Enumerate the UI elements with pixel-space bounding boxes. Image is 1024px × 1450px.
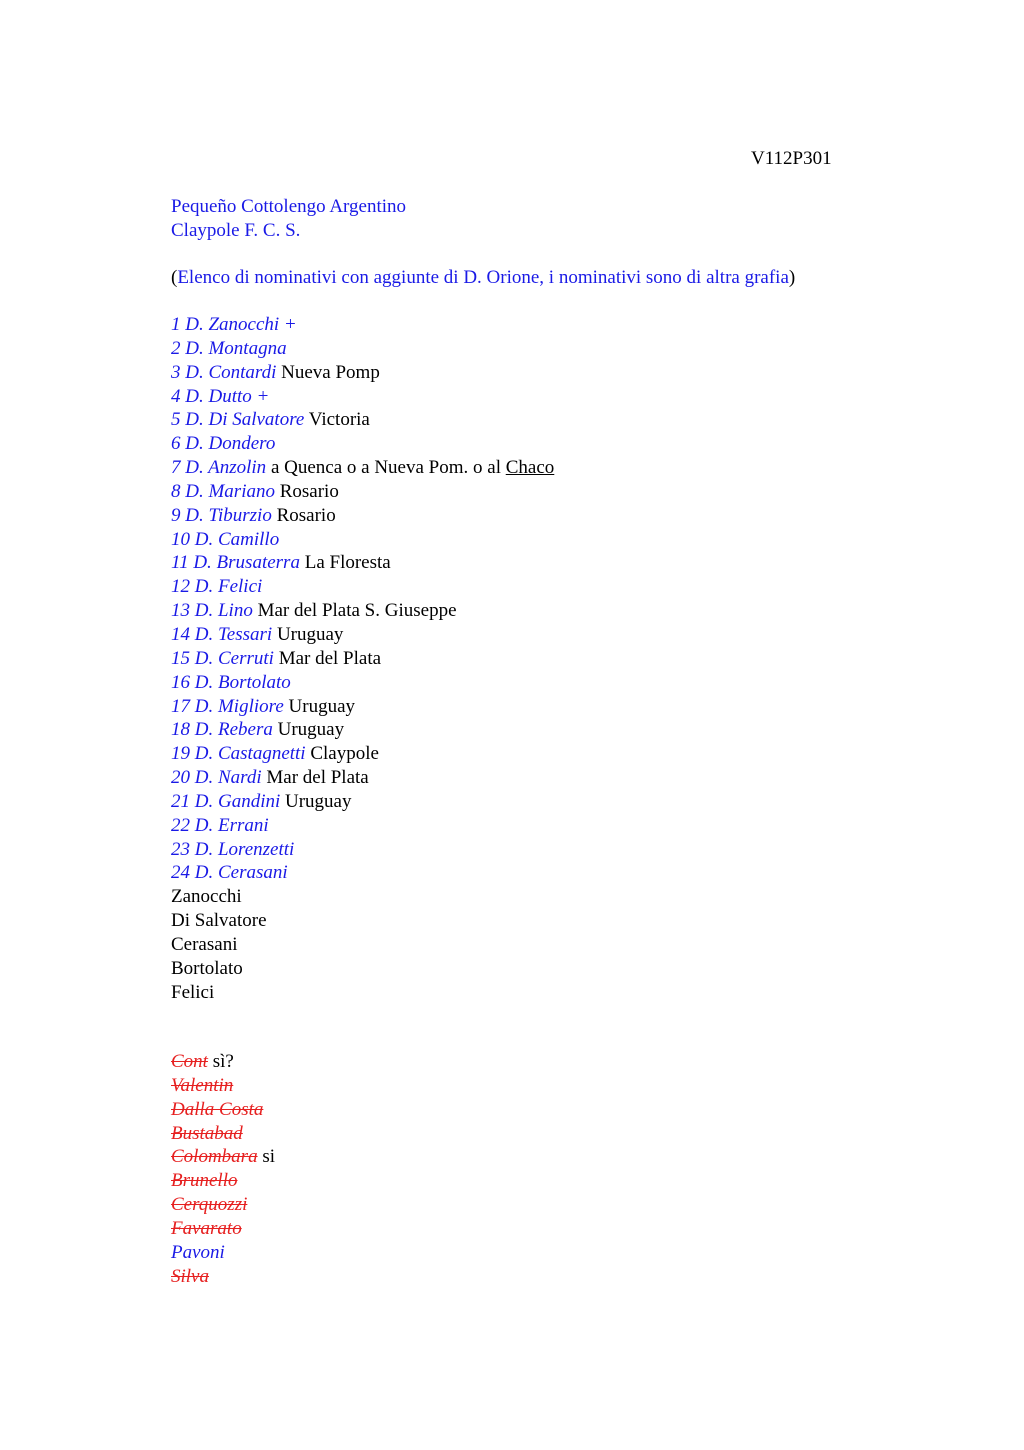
struck-name: Valentin: [171, 1074, 234, 1096]
priest-name: 2 D. Montagna: [171, 337, 287, 359]
priest-name: 17 D. Migliore: [171, 695, 284, 717]
priest-name: 4 D. Dutto +: [171, 385, 270, 407]
list-item: [171, 1241, 275, 1265]
struck-name: Bustabad: [171, 1122, 243, 1144]
list-item: [171, 814, 554, 838]
plain-name: Zanocchi: [171, 886, 242, 908]
assigned-place: Rosario: [274, 480, 339, 502]
list-item: [171, 385, 554, 409]
priest-name: 8 D. Mariano: [171, 480, 275, 502]
priest-name: 21 D. Gandini: [171, 790, 281, 812]
list-item: [171, 1122, 275, 1146]
assigned-place: La Floresta: [299, 552, 391, 574]
plain-name: Bortolato: [171, 957, 243, 979]
priest-name: 20 D. Nardi: [171, 767, 262, 789]
cancelled-name-list: [171, 1050, 275, 1288]
plain-name: Felici: [171, 981, 215, 1003]
list-item: [171, 790, 554, 814]
note-line: [171, 266, 795, 290]
assigned-place-underlined: Chaco: [505, 457, 555, 479]
assigned-place: Nueva Pomp: [276, 361, 380, 383]
editorial-note: [171, 266, 795, 290]
struck-name: Silva: [171, 1265, 209, 1287]
document-header: [171, 195, 406, 243]
struck-name: Favarato: [171, 1217, 242, 1239]
priest-name: 12 D. Felici: [171, 576, 263, 598]
list-item: [171, 528, 554, 552]
priest-name: 13 D. Lino: [171, 600, 253, 622]
assigned-place: Uruguay: [283, 695, 355, 717]
priest-name: 1 D. Zanocchi +: [171, 314, 297, 335]
assigned-place: a Quenca o a Nueva Pom. o al: [266, 457, 506, 479]
page-reference: V112P301: [751, 148, 832, 169]
list-item: [171, 1098, 275, 1122]
priest-name: 14 D. Tessari: [171, 623, 273, 645]
list-item: [171, 838, 554, 862]
priest-name: 7 D. Anzolin: [171, 457, 267, 479]
kept-name: Pavoni: [171, 1241, 225, 1263]
list-item: [171, 456, 554, 480]
list-item: [171, 1265, 275, 1289]
list-item: [171, 1193, 275, 1217]
list-item: [171, 361, 554, 385]
list-item: [171, 551, 554, 575]
list-item: [171, 432, 554, 456]
priest-name: 15 D. Cerruti: [171, 647, 274, 669]
list-item: [171, 1074, 275, 1098]
list-item: [171, 504, 554, 528]
list-item: [171, 695, 554, 719]
priest-name: 5 D. Di Salvatore: [171, 409, 305, 431]
assigned-place: Claypole: [305, 743, 379, 765]
priest-name: 6 D. Dondero: [171, 433, 276, 455]
priest-name: 16 D. Bortolato: [171, 671, 291, 693]
struck-name: Dalla Costa: [171, 1098, 264, 1120]
struck-name: Cerquozzi: [171, 1194, 248, 1216]
list-item: [171, 480, 554, 504]
priest-name: 10 D. Camillo: [171, 528, 280, 550]
list-item: [171, 647, 554, 671]
priest-name: 9 D. Tiburzio: [171, 504, 272, 526]
list-item: [171, 599, 554, 623]
priest-name: 19 D. Castagnetti: [171, 743, 306, 765]
list-item: [171, 1169, 275, 1193]
priest-name: 3 D. Contardi: [171, 361, 277, 383]
plain-name: Di Salvatore: [171, 910, 267, 932]
assigned-place: Uruguay: [272, 719, 345, 741]
header-location: Claypole F. C. S.: [171, 219, 301, 241]
margin-note: si: [257, 1146, 276, 1168]
assigned-place: Mar del Plata S. Giuseppe: [252, 600, 457, 622]
priest-name: 23 D. Lorenzetti: [171, 838, 295, 860]
list-item: [171, 671, 554, 695]
margin-note: sì?: [207, 1051, 234, 1072]
assigned-place: Uruguay: [280, 790, 352, 812]
priest-name: 18 D. Rebera: [171, 719, 273, 741]
note-close-paren: ): [788, 267, 796, 288]
list-item: [171, 718, 554, 742]
list-item: [171, 1217, 275, 1241]
priest-name: 24 D. Cerasani: [171, 862, 288, 884]
list-item: [171, 766, 554, 790]
struck-name: Colombara: [171, 1146, 258, 1168]
plain-name: Cerasani: [171, 933, 238, 955]
note-open-paren: (: [171, 267, 178, 288]
priest-name: 11 D. Brusaterra: [171, 552, 300, 574]
list-item: [171, 1050, 275, 1074]
assigned-place: Victoria: [304, 409, 370, 431]
list-item: [171, 575, 554, 599]
list-item: [171, 861, 554, 885]
struck-name: Brunello: [171, 1170, 238, 1192]
header-institution: Pequeño Cottolengo Argentino: [171, 196, 407, 217]
struck-name: Cont: [171, 1051, 208, 1072]
numbered-name-list: [171, 313, 554, 1004]
list-item: [171, 337, 554, 361]
assigned-place: Mar del Plata: [273, 647, 382, 669]
list-item: [171, 313, 554, 337]
list-item: [171, 1145, 275, 1169]
assigned-place: Mar del Plata: [261, 767, 369, 789]
note-text: Elenco di nominativi con aggiunte di D. Orione, i nominativi sono di altra grafia: [177, 267, 789, 288]
priest-name: 22 D. Errani: [171, 814, 269, 836]
assigned-place: Uruguay: [272, 623, 344, 645]
list-item: [171, 408, 554, 432]
list-item: [171, 623, 554, 647]
list-item: [171, 742, 554, 766]
assigned-place: Rosario: [271, 504, 336, 526]
